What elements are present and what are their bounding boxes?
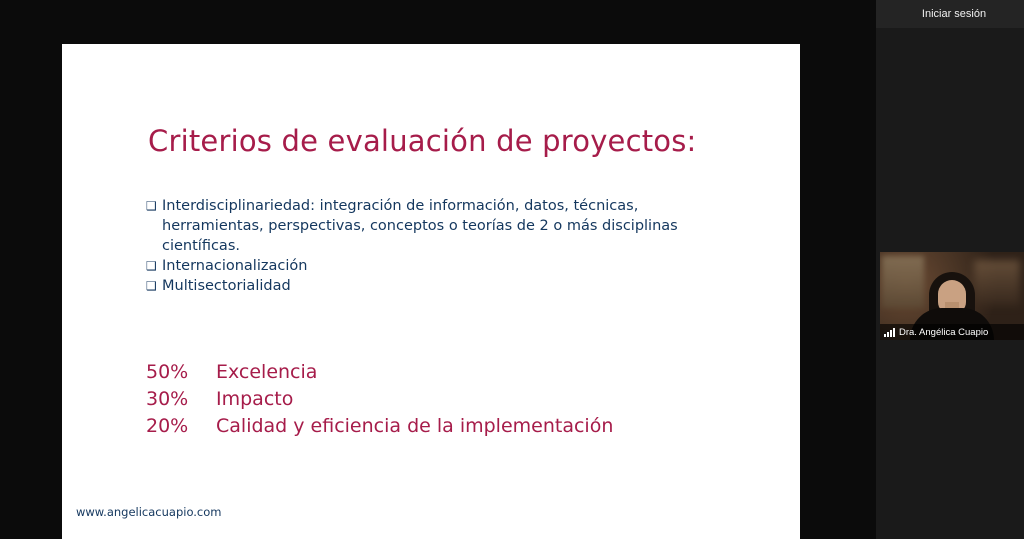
- list-item-text: Multisectorialidad: [162, 278, 291, 294]
- panel-top-bar: [876, 0, 1024, 28]
- criteria-percent: 30%: [146, 388, 189, 410]
- list-item-text: Internacionalización: [162, 258, 308, 274]
- list-item: [146, 413, 613, 440]
- criteria-label: Excelencia: [216, 361, 318, 383]
- checkbox-bullet-icon: ❑: [146, 199, 157, 213]
- checkbox-bullet-icon: ❑: [146, 279, 157, 293]
- signal-bars-icon: [884, 328, 895, 337]
- list-item-text: Interdisciplinariedad: integración de información, datos, técnicas, herramientas, perspectivas, conceptos o teorías de 2 o más disciplinas científicas.: [162, 198, 678, 254]
- checkbox-bullet-icon: ❑: [146, 259, 157, 273]
- sign-in-link[interactable]: Iniciar sesión: [921, 8, 987, 20]
- criteria-label: Impacto: [216, 388, 294, 410]
- criteria-label: Calidad y eficiencia de la implementación: [216, 415, 614, 437]
- list-item: [146, 256, 706, 276]
- participant-name-strip: [880, 324, 1024, 340]
- list-item: [146, 196, 706, 256]
- slide-bullet-list: [146, 196, 706, 296]
- criteria-percent: 50%: [146, 361, 189, 383]
- meeting-side-panel: [876, 0, 1024, 539]
- slide-title: Criterios de evaluación de proyectos:: [148, 124, 697, 158]
- participant-video-tile[interactable]: [880, 252, 1024, 340]
- criteria-percent: 20%: [146, 415, 189, 437]
- list-item: [146, 359, 613, 386]
- list-item: [146, 276, 706, 296]
- participant-name-label: Dra. Angélica Cuapio: [899, 326, 989, 338]
- presentation-slide: [62, 44, 800, 539]
- slide-footer-url: www.angelicacuapio.com: [76, 505, 222, 519]
- list-item: [146, 386, 613, 413]
- criteria-weight-list: [146, 359, 613, 440]
